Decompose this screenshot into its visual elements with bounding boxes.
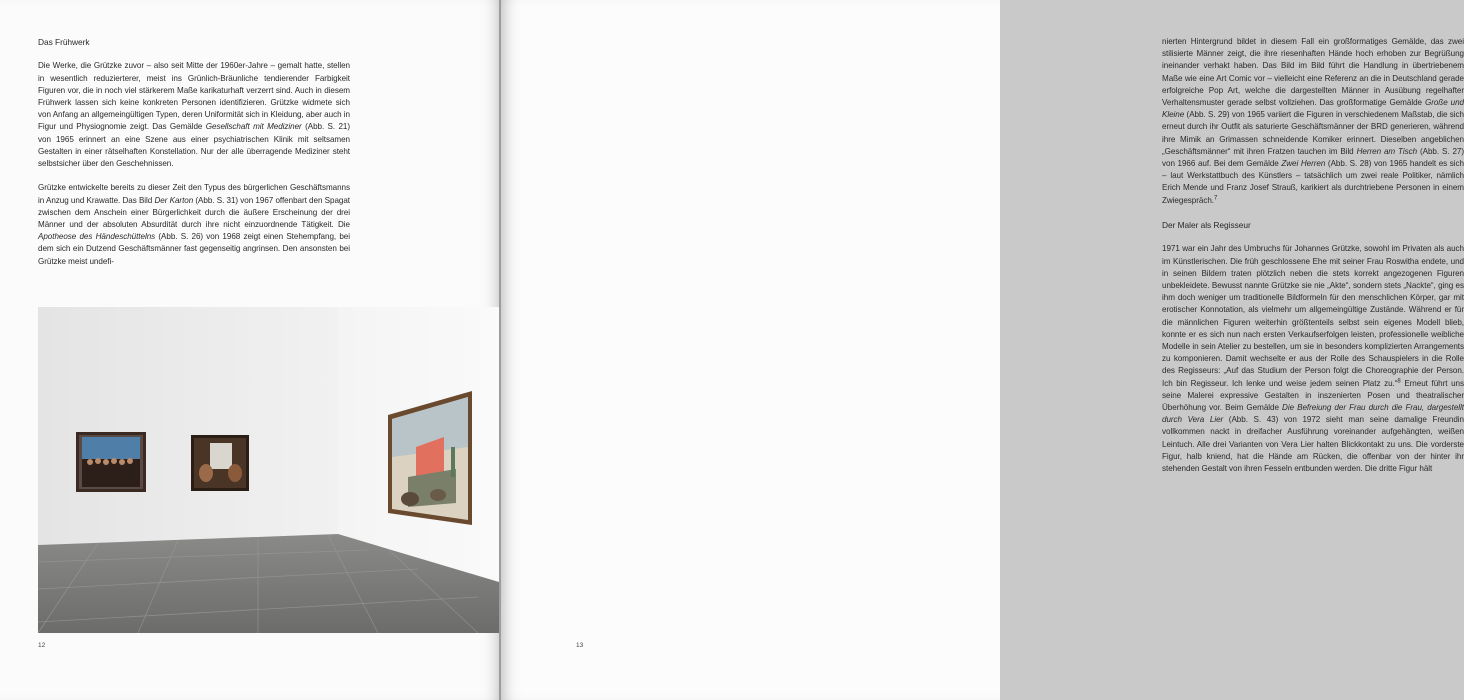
artwork-title: Herren am Tisch xyxy=(1356,146,1418,156)
artwork-title: Große und Kleine xyxy=(1162,98,1464,120)
artwork-title: Zwei Herren xyxy=(1281,159,1326,169)
right-paragraph-2: 1971 war ein Jahr des Umbruchs für Johannes Grützke, sowohl im Privaten als auch im Künstlerischen. Die früh geschlossene Ehe mit seiner Frau Roswitha endete, und in seinen Bildern traten plötzlich neben die stets korrekt angezogenen Figuren unbekleidete. Bewusst nannte Grützke sie nie „Akte“, sondern stets „Nackte“, ging es ihm doch weniger um traditionelle Bildformeln für den menschlichen Körper, gar mit erotischer Konnotation, als vielmehr um allgemeingültige Zustände. Während er für die männlichen Figuren weiterhin größtenteils selbst sein eigenes Modell blieb, konnte er es sich nun nach ersten Verkaufserfolgen leisten, professionelle weibliche Modelle in sein Atelier zu bestellen, um sie in besonders komplizierten Arrangements zu komponieren. Damit wechselte er aus der Rolle des Schauspielers in die Rolle des Regisseurs: „Auf das Studium der Person folgt die Choreographie der Person. Ich bin Regisseur. Ich lenke und weise jedem seinen Platz zu.“$^8$ Erneut führt uns seine Malerei expressive Gestalten in inszenierten Posen und theatralischer Überhöhung vor. Beim Gemälde Die Befreiung der Frau durch die Frau, dargestellt durch Vera Lier (Abb. S. 43) von 1972 sieht man seine damalige Freundin vollkommen nackt in dreifacher Ausführung voreinander aufgehängten, weißen Leintuch. Alle drei Varianten von Vera Lier halten Blickkontakt zu uns. Die vorderste Figur, halb kniend, hat die Hände am Rücken, die offenbar von der hinter ihr stehenden Gestalt von ihren Fesseln entbunden werden. Die dritte Figur hält xyxy=(1162,244,1464,474)
left-paragraph-2: Grützke entwickelte bereits zu dieser Zeit den Typus des bürgerlichen Geschäftsmanns in Anzug und Krawatte. Das Bild Der Karton (Abb. S. 31) von 1967 offenbart den Spagat zwischen dem Anschein einer Bürgerlichkeit durch die äußere Erscheinung der drei Männer und der absoluten Absurdität durch ihre nicht einzuordnende Tätigkeit. Die Apotheose des Händeschüttelns (Abb. S. 26) von 1968 zeigt einen Stehempfang, bei dem sich ein Dutzend Geschäftsmänner fast gegenseitig angrinsen. Den ansonsten bei Grützke meist undefi- xyxy=(38,183,350,266)
gallery-installation-photo xyxy=(38,307,499,633)
artwork-title: Gesellschaft mit Mediziner xyxy=(205,122,302,132)
section-heading-regisseur: Der Maler als Regisseur xyxy=(1162,220,1251,231)
right-paragraph-1: nierten Hintergrund bildet in diesem Fall ein großformatiges Gemälde, das zwei stilisierte Männer zeigt, die ihre riesenhaften Hände hoch erhoben zur Begrüßung ineinander verhakt haben. Das Bild im Bild führt die Handlung in übertriebenem Maße wie eine Art Comic vor – vielleicht eine Referenz an die in Deutschland gerade erfolgreiche Pop Art, welche die dargestellten Männer in Ausübung regelhafter Verhaltensmuster gerade selbst vollziehen. Das großformatige Gemälde Große und Kleine (Abb. S. 29) von 1965 variiert die Figuren in verschiedenem Maßstab, die sich erneut durch ihr Outfit als saturierte Geschäftsmänner der BRD generieren, während ihre Mimik an Grimassen schneidende Komiker erinnert. Dieselben angeblichen „Geschäftsmänner“ mit ihren Fratzen tauchen im Bild Herren am Tisch (Abb. S. 27) von 1966 auf. Bei dem Gemälde Zwei Herren (Abb. S. 28) von 1965 handelt es sich – laut Werkstattbuch des Künstlers – tatsächlich um zwei reale Politiker, nämlich Erich Mende und Franz Josef Strauß, karikiert als durchtriebene Personen in einem Zwiegespräch.$^7$ xyxy=(1162,37,1464,205)
artwork-title: Der Karton xyxy=(154,195,194,205)
footnote-ref: 7 xyxy=(1213,194,1218,201)
left-paragraph-1: Die Werke, die Grützke zuvor – also seit Mitte der 1960er-Jahre – gemalt hatte, stellen in wesentlich reduzierterer, meist ins Grünlich-Bräunliche tendierender Farbigkeit Figuren vor, die in noch viel stärkerem Maße karikaturhaft verzerrt sind. Auch in diesem Frühwerk lassen sich keine konkreten Personen identifizieren. Grützke widmete sich von Anfang an allgemeingültigen Typen, deren Uniformität sich in Kleidung, aber auch in Figur und Physiognomie zeigt. Das Gemälde Gesellschaft mit Mediziner (Abb. S. 21) von 1965 erinnert an eine Szene aus einer psychiatrischen Klinik mit seltsamen Gestalten in einer rätselhaften Konstellation. Nur der alle überragende Mediziner steht selbstsicher über den Geschehnissen. xyxy=(38,61,351,169)
artwork-title: Apotheose des Händeschüttelns xyxy=(38,232,156,242)
left-text-column xyxy=(38,36,350,280)
right-page xyxy=(501,0,1464,700)
artwork-title: Die Befreiung der Frau durch die Frau, dargestellt durch Vera Lier xyxy=(1162,403,1464,425)
right-text-column xyxy=(1162,36,1464,487)
section-heading-fruehwerk: Das Frühwerk xyxy=(38,37,90,47)
page-number-right: 13 xyxy=(576,642,584,649)
page-number-left: 12 xyxy=(38,642,46,649)
gallery-photo-illustration xyxy=(38,307,499,633)
left-page xyxy=(0,0,499,700)
footnote-ref: 8 xyxy=(1397,377,1401,384)
